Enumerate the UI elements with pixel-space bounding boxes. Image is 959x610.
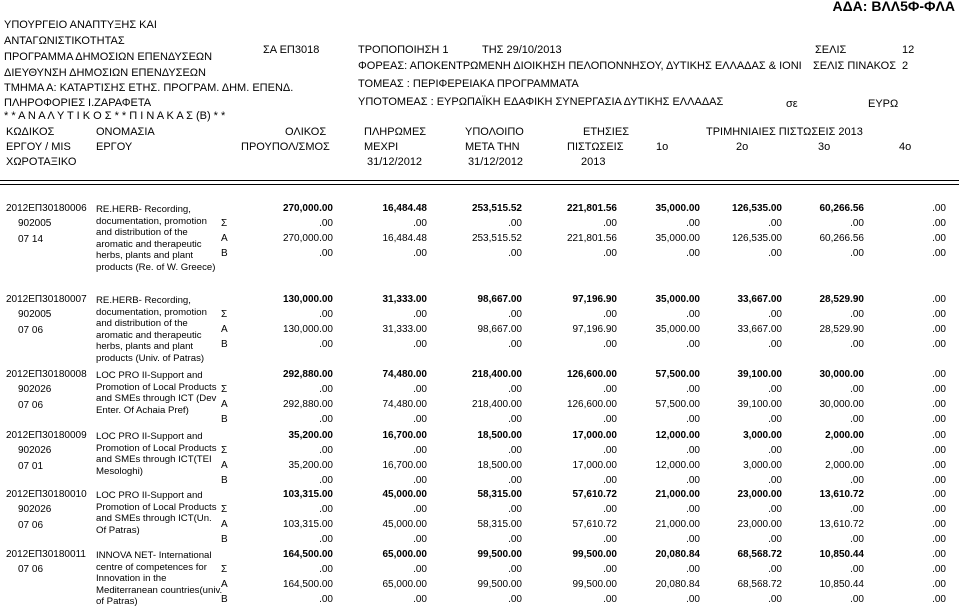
amount-cell: .00 [319,564,333,575]
amount-cell: 30,000.00 [819,399,864,410]
amount-cell: .00 [932,579,946,590]
amount-cell: 2,000.00 [825,460,864,471]
amount-cell: .00 [413,594,427,605]
amount-cell: .00 [413,475,427,486]
project-code: 2012ΕΠ30180008 [6,369,87,380]
funding-mark: Σ [221,384,228,395]
amount-cell: .00 [413,564,427,575]
amount-cell: .00 [850,384,864,395]
amount-cell: .00 [508,248,522,259]
amount-cell: 23,000.00 [737,489,782,500]
amount-cell: 35,000.00 [655,203,700,214]
amount-cell: 20,080.84 [655,579,700,590]
col-name-line: ΕΡΓΟΥ [96,141,133,153]
funding-mark: Σ [221,309,228,320]
amount-cell: 164,500.00 [282,579,333,590]
amount-cell: .00 [603,384,617,395]
col-code-line: ΧΩΡΟΤΑΞΙΚΟ [6,156,77,168]
amount-cell: 45,000.00 [382,489,427,500]
amount-cell: .00 [508,445,522,456]
amount-cell: .00 [768,339,782,350]
amount-cell: 17,000.00 [572,460,617,471]
amount-cell: .00 [850,218,864,229]
amount-cell: 31,333.00 [382,324,427,335]
project-code: 2012ΕΠ30180009 [6,430,87,441]
amount-cell: .00 [603,445,617,456]
sector: ΤΟΜΕΑΣ : ΠΕΡΙΦΕΡΕΙΑΚΑ ΠΡΟΓΡΑΜΜΑΤΑ [358,78,579,90]
page-label: ΣΕΛΙΣ [815,44,847,56]
amount-cell: .00 [768,594,782,605]
col-code-line: ΕΡΓΟΥ / MIS [6,141,71,153]
amount-cell: .00 [319,339,333,350]
amount-cell: .00 [686,445,700,456]
project-name: LOC PRO II-Support and Promotion of Local Products and SMEs through ICT(Un. Of Patras) [96,490,217,536]
amount-cell: .00 [508,564,522,575]
amount-cell: 218,400.00 [471,369,522,380]
amount-cell: 97,196.90 [572,324,617,335]
amount-cell: .00 [603,475,617,486]
amount-cell: .00 [932,475,946,486]
amount-cell: 65,000.00 [382,579,427,590]
amount-cell: .00 [686,339,700,350]
amount-cell: .00 [413,309,427,320]
col-quarterly-title: ΤΡΙΜΗΝΙΑΙΕΣ ΠΙΣΤΩΣΕΙΣ 2013 [706,126,863,138]
sa-code: ΣΑ ΕΠ3018 [263,44,320,56]
amount-cell: 99,500.00 [572,549,617,560]
funding-mark: Α [221,579,228,590]
mis-code: 902005 [18,309,52,320]
amount-cell: 98,667.00 [477,324,522,335]
amount-cell: 130,000.00 [282,294,333,305]
amount-cell: 2,000.00 [825,430,864,441]
amount-cell: .00 [319,445,333,456]
amount-cell: 103,315.00 [282,519,333,530]
amount-cell: .00 [768,564,782,575]
amount-cell: 270,000.00 [282,203,333,214]
amount-cell: .00 [319,414,333,425]
funding-mark: Α [221,460,228,471]
amount-cell: 292,880.00 [282,399,333,410]
amount-cell: 221,801.56 [566,233,617,244]
amount-cell: .00 [932,445,946,456]
amount-cell: 99,500.00 [477,549,522,560]
funding-mark: Β [221,534,228,545]
amount-cell: .00 [603,414,617,425]
amount-cell: 35,000.00 [655,233,700,244]
funding-mark: Σ [221,504,228,515]
amount-cell: 16,484.48 [382,233,427,244]
header-line: ΠΡΟΓΡΑΜΜΑ ΔΗΜΟΣΙΩΝ ΕΠΕΝΔΥΣΕΩΝ [4,51,213,63]
amount-cell: .00 [932,339,946,350]
amount-cell: 13,610.72 [819,489,864,500]
amount-cell: 57,610.72 [572,519,617,530]
amount-cell: 18,500.00 [477,430,522,441]
header-line: ΠΛΗΡΟΦΟΡΙΕΣ Ι.ΖΑΡΑΦΕΤΑ [4,97,152,109]
project-name: RE.HERB- Recording, documentation, promotion and distribution of the aromatic and therapeutic herbs, plants and plant products (Univ. of Patras) [96,295,207,364]
project-name: RE.HERB- Recording, documentation, promotion and distribution of the aromatic and therapeutic herbs, plants and plant products (Re. of W. Greece) [96,204,216,273]
amount-cell: 57,500.00 [655,369,700,380]
amount-cell: .00 [932,534,946,545]
amount-cell: .00 [768,248,782,259]
header-rule [0,184,959,185]
amount-cell: 21,000.00 [655,519,700,530]
amount-cell: .00 [932,324,946,335]
amount-cell: 68,568.72 [737,549,782,560]
amount-cell: .00 [932,399,946,410]
amount-cell: 58,315.00 [477,489,522,500]
amount-cell: 18,500.00 [477,460,522,471]
amount-cell: 60,266.56 [819,233,864,244]
amount-cell: 126,600.00 [566,399,617,410]
amendment: ΤΡΟΠΟΠΟΙΗΣΗ 1 [358,44,449,56]
spatial-code: 07 06 [18,520,44,531]
mis-code: 902005 [18,218,52,229]
amount-cell: .00 [932,504,946,515]
amount-cell: 35,200.00 [288,460,333,471]
amount-cell: .00 [603,218,617,229]
amount-cell: 126,535.00 [731,203,782,214]
amount-cell: .00 [932,294,946,305]
amount-cell: 97,196.90 [572,294,617,305]
amount-cell: 126,600.00 [566,369,617,380]
amount-cell: .00 [932,414,946,425]
amount-cell: .00 [319,248,333,259]
col-paid-line: ΜΕΧΡΙ [364,141,399,153]
funding-mark: Α [221,233,228,244]
amount-cell: 68,568.72 [737,579,782,590]
amount-cell: .00 [850,445,864,456]
project-code: 2012ΕΠ30180007 [6,294,87,305]
col-total-line: ΠΡΟΥΠΟΛ/ΣΜΟΣ [241,141,330,153]
funding-mark: Β [221,594,228,605]
amount-cell: 33,667.00 [737,324,782,335]
col-paid-line: 31/12/2012 [367,156,423,168]
col-total-line: ΟΛΙΚΟΣ [285,126,327,138]
amount-cell: .00 [508,218,522,229]
page-number: 12 [902,44,915,56]
amount-cell: 28,529.90 [819,324,864,335]
col-quarter-3: 3ο [818,141,831,153]
project-code: 2012ΕΠ30180011 [6,549,86,560]
amount-cell: 57,500.00 [655,399,700,410]
amount-cell: 35,000.00 [655,294,700,305]
funding-mark: Β [221,248,228,259]
amount-cell: 17,000.00 [572,430,617,441]
project-name: LOC PRO II-Support and Promotion of Local Products and SMEs through ICT(TEI Mesologhi) [96,431,217,477]
amount-cell: .00 [413,414,427,425]
header-rule [0,180,959,181]
amount-cell: 65,000.00 [382,549,427,560]
amount-cell: .00 [850,475,864,486]
amount-cell: 74,480.00 [382,399,427,410]
amount-cell: .00 [508,414,522,425]
amount-cell: .00 [413,339,427,350]
amount-cell: .00 [603,534,617,545]
spatial-code: 07 06 [18,325,44,336]
amount-cell: .00 [508,504,522,515]
mis-code: 902026 [18,384,52,395]
amount-cell: 10,850.44 [819,579,864,590]
amount-cell: .00 [932,549,946,560]
amount-cell: 21,000.00 [655,489,700,500]
project-name: LOC PRO II-Support and Promotion of Local Products and SMEs through ICT (Dev Enter. Of Achaia Pref) [96,370,217,416]
amount-cell: .00 [768,504,782,515]
funding-mark: Α [221,324,228,335]
amount-cell: 103,315.00 [282,489,333,500]
amount-cell: .00 [850,309,864,320]
amount-cell: .00 [768,475,782,486]
amount-cell: 28,529.90 [819,294,864,305]
amount-cell: .00 [686,414,700,425]
amount-cell: .00 [932,248,946,259]
amount-cell: .00 [932,203,946,214]
amount-cell: 33,667.00 [737,294,782,305]
col-quarter-2: 2ο [736,141,749,153]
amount-cell: 60,266.56 [819,203,864,214]
amount-cell: 99,500.00 [477,579,522,590]
amount-cell: .00 [603,594,617,605]
amount-cell: 31,333.00 [382,294,427,305]
amount-cell: .00 [319,475,333,486]
amount-cell: .00 [768,445,782,456]
amount-cell: .00 [932,489,946,500]
col-code-line: ΚΩΔΙΚΟΣ [6,126,55,138]
col-remaining-line: ΜΕΤΑ ΤΗΝ [465,141,520,153]
currency-unit: ΕΥΡΩ [868,98,899,110]
amount-cell: .00 [508,384,522,395]
amount-cell: .00 [603,248,617,259]
amount-cell: .00 [932,594,946,605]
spatial-code: 07 14 [18,234,44,245]
col-annual-line: ΠΙΣΤΩΣΕΙΣ [567,141,624,153]
amount-cell: .00 [932,233,946,244]
col-quarter-4: 4ο [899,141,912,153]
amount-cell: .00 [319,594,333,605]
amount-cell: 45,000.00 [382,519,427,530]
amount-cell: .00 [932,519,946,530]
amount-cell: .00 [603,504,617,515]
spatial-code: 07 01 [18,461,44,472]
amount-cell: 20,080.84 [655,549,700,560]
amount-cell: .00 [686,309,700,320]
amount-cell: 130,000.00 [282,324,333,335]
amount-cell: .00 [932,460,946,471]
funding-mark: Α [221,399,228,410]
amount-cell: 270,000.00 [282,233,333,244]
amount-cell: .00 [768,384,782,395]
amount-cell: 3,000.00 [743,430,782,441]
amount-cell: 126,535.00 [731,233,782,244]
amount-cell: .00 [686,504,700,515]
amount-cell: .00 [850,339,864,350]
amount-cell: 164,500.00 [282,549,333,560]
amount-cell: .00 [686,218,700,229]
amount-cell: .00 [768,218,782,229]
col-quarter-1: 1ο [656,141,669,153]
amount-cell: 58,315.00 [477,519,522,530]
subsector: ΥΠΟΤΟΜΕΑΣ : ΕΥΡΩΠΑΪΚΗ ΕΔΑΦΙΚΗ ΣΥΝΕΡΓΑΣΙΑ ΔΥΤΙΚΗΣ ΕΛΛΑΔΑΣ [358,96,724,108]
amount-cell: 35,200.00 [288,430,333,441]
amount-cell: .00 [850,534,864,545]
amount-cell: .00 [768,414,782,425]
table-page-label: ΣΕΛΙΣ ΠΙΝΑΚΟΣ [813,60,897,72]
amount-cell: .00 [319,309,333,320]
amount-cell: .00 [413,504,427,515]
amount-cell: .00 [603,309,617,320]
entity: ΦΟΡΕΑΣ: ΑΠΟΚΕΝΤΡΩΜΕΝΗ ΔΙΟΙΚΗΣΗ ΠΕΛΟΠΟΝΝΗΣΟΥ, ΔΥΤΙΚΗΣ ΕΛΛΑΔΑΣ & ΙΟΝΙ [358,60,802,72]
analytic-table-title: * * Α Ν Α Λ Υ Τ Ι Κ Ο Σ * * Π Ι Ν Α Κ Α Σ (Β) * * [4,110,226,122]
amount-cell: .00 [686,564,700,575]
amount-cell: .00 [319,384,333,395]
amount-cell: .00 [413,248,427,259]
amount-cell: 39,100.00 [737,369,782,380]
header-line: ΔΙΕΥΘΥΝΣΗ ΔΗΜΟΣΙΩΝ ΕΠΕΝΔΥΣΕΩΝ [4,67,206,79]
mis-code: 902026 [18,504,52,515]
amount-cell: 292,880.00 [282,369,333,380]
amount-cell: .00 [850,248,864,259]
col-remaining-line: ΥΠΟΛΟΙΠΟ [465,126,524,138]
amount-cell: .00 [603,339,617,350]
amount-cell: .00 [686,594,700,605]
amount-cell: 13,610.72 [819,519,864,530]
amount-cell: .00 [508,594,522,605]
amount-cell: .00 [413,445,427,456]
project-name: INNOVA NET- International centre of competences for Innovation in the Mediterranean countries(univ. of Patras) [96,550,223,608]
amount-cell: .00 [603,564,617,575]
funding-mark: Β [221,414,228,425]
amount-cell: 16,700.00 [382,430,427,441]
table-page-number: 2 [902,60,909,72]
amount-cell: 16,700.00 [382,460,427,471]
amendment-date: ΤΗΣ 29/10/2013 [482,44,562,56]
amount-cell: .00 [932,218,946,229]
amount-cell: 221,801.56 [566,203,617,214]
amount-cell: .00 [508,534,522,545]
header-line: ΤΜΗΜΑ Α: ΚΑΤΑΡΤΙΣΗΣ ΕΤΗΣ. ΠΡΟΓΡΑΜ. ΔΗΜ. ΕΠΕΝΔ. [4,82,294,94]
amount-cell: .00 [850,564,864,575]
amount-cell: 30,000.00 [819,369,864,380]
funding-mark: Σ [221,218,228,229]
col-paid-line: ΠΛΗΡΩΜΕΣ [364,126,427,138]
col-remaining-line: 31/12/2012 [468,156,524,168]
amount-cell: 218,400.00 [471,399,522,410]
amount-cell: .00 [850,414,864,425]
amount-cell: 3,000.00 [743,460,782,471]
amount-cell: .00 [319,504,333,515]
amount-cell: .00 [850,594,864,605]
amount-cell: 12,000.00 [655,430,700,441]
amount-cell: 98,667.00 [477,294,522,305]
unit-prefix: σε [786,98,798,110]
amount-cell: .00 [850,504,864,515]
amount-cell: 99,500.00 [572,579,617,590]
amount-cell: 23,000.00 [737,519,782,530]
amount-cell: 253,515.52 [471,233,522,244]
amount-cell: .00 [413,384,427,395]
amount-cell: .00 [768,534,782,545]
mis-code: 902026 [18,445,52,456]
funding-mark: Β [221,475,228,486]
amount-cell: .00 [768,309,782,320]
amount-cell: .00 [319,218,333,229]
amount-cell: .00 [932,369,946,380]
spatial-code: 07 06 [18,564,44,575]
funding-mark: Β [221,339,228,350]
project-code: 2012ΕΠ30180010 [6,489,87,500]
amount-cell: .00 [932,384,946,395]
amount-cell: .00 [413,534,427,545]
header-line: ΥΠΟΥΡΓΕΙΟ ΑΝΑΠΤΥΞΗΣ ΚΑΙ [4,19,157,31]
amount-cell: .00 [686,534,700,545]
ada-stamp: ΑΔΑ: ΒΛΛ5Φ-ΦΛΑ [832,0,955,14]
amount-cell: .00 [508,475,522,486]
amount-cell: 57,610.72 [572,489,617,500]
amount-cell: .00 [319,534,333,545]
funding-mark: Α [221,519,228,530]
header-line: ΑΝΤΑΓΩΝΙΣΤΙΚΟΤΗΤΑΣ [4,35,125,47]
amount-cell: .00 [686,475,700,486]
amount-cell: 253,515.52 [471,203,522,214]
amount-cell: 16,484.48 [382,203,427,214]
amount-cell: 39,100.00 [737,399,782,410]
amount-cell: .00 [932,309,946,320]
funding-mark: Σ [221,564,228,575]
col-annual-line: 2013 [581,156,606,168]
amount-cell: .00 [508,339,522,350]
amount-cell: .00 [508,309,522,320]
amount-cell: 10,850.44 [819,549,864,560]
amount-cell: 74,480.00 [382,369,427,380]
col-name-line: ΟΝΟΜΑΣΙΑ [96,126,155,138]
funding-mark: Σ [221,445,228,456]
amount-cell: .00 [686,248,700,259]
spatial-code: 07 06 [18,400,44,411]
amount-cell: 35,000.00 [655,324,700,335]
amount-cell: .00 [932,564,946,575]
amount-cell: 12,000.00 [655,460,700,471]
amount-cell: .00 [686,384,700,395]
project-code: 2012ΕΠ30180006 [6,203,87,214]
col-annual-line: ΕΤΗΣΙΕΣ [583,126,629,138]
amount-cell: .00 [413,218,427,229]
amount-cell: .00 [932,430,946,441]
